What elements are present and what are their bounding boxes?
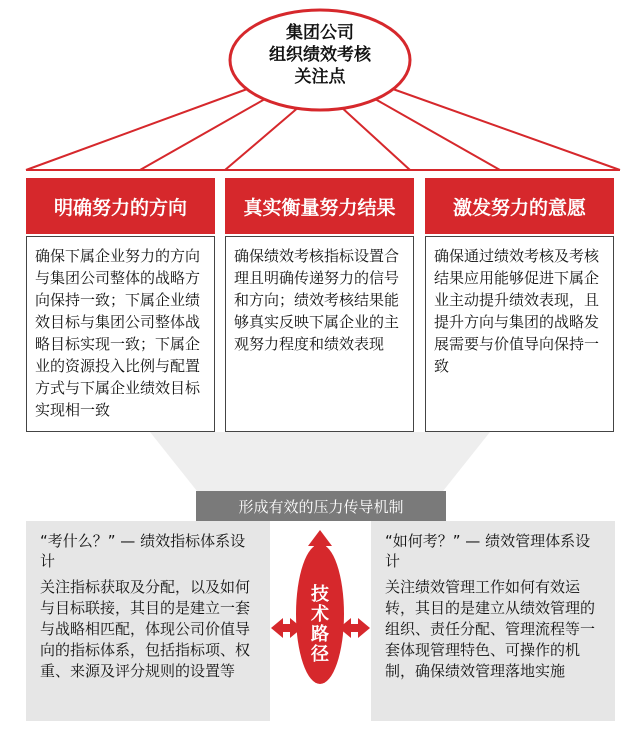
mechanism-banner: 形成有效的压力传导机制 (196, 491, 446, 521)
column-heading-measure: 真实衡量努力结果 (225, 178, 414, 234)
column-body-motivation: 确保通过绩效考核及考核结果应用能够促进下属企业主动提升绩效表现，且提升方向与集团的战略发展需要与价值导向保持一致 (425, 236, 614, 432)
right-panel (371, 521, 615, 721)
top-node-line3: 关注点 (294, 67, 346, 87)
tech-path-line2: 路 径 (311, 624, 329, 665)
column-heading-motivation: 激发努力的意愿 (425, 178, 614, 234)
top-node (250, 22, 390, 88)
tech-path-label (299, 585, 341, 665)
tech-path-line1: 技 术 (311, 584, 329, 625)
column-heading-direction: 明确努力的方向 (26, 178, 215, 234)
top-node-line1: 集团公司 (286, 23, 354, 43)
right-panel-body: 关注绩效管理工作如何有效运转，其目的是建立从绩效管理的组织、责任分配、管理流程等一套体现管理特色、可操作的机制，确保绩效管理落地实施 (385, 578, 596, 680)
left-panel (26, 521, 270, 721)
left-panel-title: “考什么？” — 绩效指标体系设计 (40, 532, 246, 570)
column-body-measure: 确保绩效考核指标设置合理且明确传递努力的信号和方向；绩效考核结果能够真实反映下属企业的主观努力程度和绩效表现 (225, 236, 414, 432)
left-panel-body: 关注指标获取及分配，以及如何与目标联接，其目的是建立一套与战略相匹配，体现公司价值导向的指标体系，包括指标项、权重、来源及评分规则的设置等 (40, 578, 251, 680)
column-body-direction: 确保下属企业努力的方向与集团公司整体的战略方向保持一致；下属企业绩效目标与集团公司整体战略目标实现一致；下属企业的资源投入比例与配置方式与下属企业绩效目标实现相一致 (26, 236, 215, 432)
top-node-line2: 组织绩效考核 (269, 45, 371, 65)
right-panel-title: “如何考？” — 绩效管理体系设计 (385, 532, 591, 570)
